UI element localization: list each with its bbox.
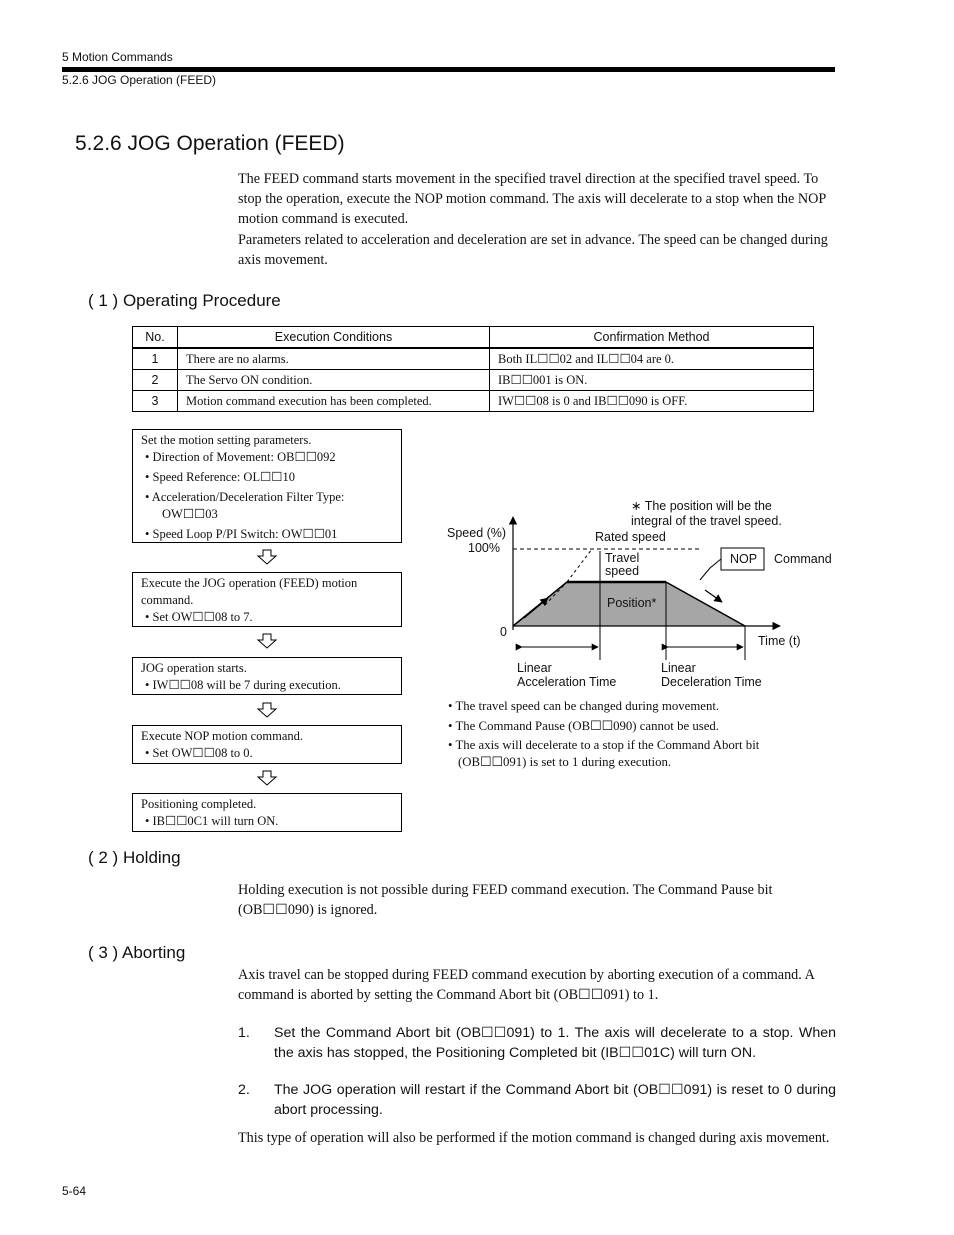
command-label: Command [774,552,832,566]
note-item: • The travel speed can be changed during movement. [448,699,720,713]
table-header: No. [133,327,178,349]
flow-box-title: Execute NOP motion command. [141,729,304,743]
holding-paragraph: Holding execution is not possible during FEED command execution. The Command Pause bit (OB☐☐090) is ignored. [238,882,773,918]
table-cell: 1 [133,348,178,370]
note-item: (OB☐☐091) is set to 1 during execution. [458,754,672,769]
header-rule [62,67,835,72]
running-header-chapter: 5 Motion Commands [62,50,173,64]
flow-item: • Speed Reference: OL☐☐10 [145,470,295,484]
flow-box-execute-nop [132,725,402,764]
diagram-notes [448,697,808,772]
flow-box-title: Execute the JOG operation (FEED) motion command. [141,576,358,607]
flow-item: • Set OW☐☐08 to 7. [145,610,253,624]
section-heading-operating-procedure: ( 1 ) Operating Procedure [88,291,281,310]
origin-label: 0 [500,625,507,639]
table-cell: Motion command execution has been completed. [178,391,490,412]
table-cell: IW☐☐08 is 0 and IB☐☐090 is OFF. [490,391,814,412]
table-row [133,370,814,391]
step-text: The JOG operation will restart if the Command Abort bit (OB☐☐091) is reset to 0 during abort processing. [274,1082,836,1118]
flow-item: • Direction of Movement: OB☐☐092 [145,450,336,464]
down-arrow-icon [257,633,277,649]
flow-item: • IW☐☐08 will be 7 during execution. [145,678,341,692]
table-cell: Both IL☐☐02 and IL☐☐04 are 0. [490,348,814,370]
table-header: Execution Conditions [178,327,490,349]
page-number: 5-64 [62,1184,87,1198]
time-axis-label: Time (t) [758,634,801,648]
table-row [133,348,814,370]
flow-box-title: Positioning completed. [141,797,257,811]
table-cell: IB☐☐001 is ON. [490,370,814,391]
table-row [133,391,814,412]
down-arrow-icon [257,702,277,718]
section-heading-aborting: ( 3 ) Aborting [88,943,186,962]
flow-item: • IB☐☐0C1 will turn ON. [145,814,279,828]
diagram-note: ∗ The position will be the [631,499,772,513]
accel-time-label: Acceleration Time [517,675,617,689]
closing-paragraph: This type of operation will also be performed if the motion command is changed during axis movement. [238,1130,830,1146]
abort-step [238,1080,836,1120]
table-cell: There are no alarms. [178,348,490,370]
nop-pointer [700,559,721,580]
table-cell: The Servo ON condition. [178,370,490,391]
note-item: • The axis will decelerate to a stop if the Command Abort bit [448,738,760,752]
aborting-paragraph: Axis travel can be stopped during FEED command execution by aborting execution of a command. A command is aborted by setting the Command Abort bit (OB☐☐091) to 1. [238,967,815,1003]
intro-paragraph-1: The FEED command starts movement in the specified travel direction at the specified travel speed. To stop the operation, execute the NOP motion command. The axis will decelerate to a stop when the NOP motion command is executed. [238,171,826,227]
diagram-note: integral of the travel speed. [631,514,782,528]
running-header-section: 5.2.6 JOG Operation (FEED) [62,73,217,87]
nop-label: NOP [730,552,758,566]
rated-speed-label: Rated speed [595,530,666,544]
flow-item: • Speed Loop P/PI Switch: OW☐☐01 [145,527,338,541]
decel-time-label: Linear [661,661,696,675]
accel-time-label: Linear [517,661,552,675]
flow-box-title: JOG operation starts. [141,661,247,675]
travel-speed-label: speed [605,564,640,578]
flow-box-execute-jog [132,572,402,627]
flow-item: OW☐☐03 [162,507,218,521]
step-text: Set the Command Abort bit (OB☐☐091) to 1. The axis will decelerate to a stop. When the axis has stopped, the Positioning Completed bit (IB☐☐01C) will turn ON. [274,1025,836,1061]
table-header-row [133,327,814,349]
down-arrow-icon [257,549,277,565]
conditions-table [132,326,814,412]
abort-step [238,1023,836,1063]
flow-box-title: Set the motion setting parameters. [141,433,312,447]
decel-time-label: Deceleration Time [661,675,762,689]
table-cell: 3 [133,391,178,412]
decel-slope-arrow [705,590,722,602]
travel-speed-label: Travel [605,551,640,565]
flow-box-positioning-completed [132,793,402,832]
step-number: 2. [238,1082,250,1098]
y-axis-max-label: 100% [468,541,500,555]
down-arrow-icon [257,770,277,786]
flow-item: • Set OW☐☐08 to 0. [145,746,253,760]
flow-box-set-parameters [132,429,402,543]
section-heading-holding: ( 2 ) Holding [88,848,181,867]
note-item: • The Command Pause (OB☐☐090) cannot be used. [448,718,719,733]
y-axis-label: Speed (%) [447,526,507,540]
step-number: 1. [238,1025,250,1041]
flow-item: • Acceleration/Deceleration Filter Type: [145,490,345,504]
table-header: Confirmation Method [490,327,814,349]
intro-paragraph-2: Parameters related to acceleration and deceleration are set in advance. The speed can be changed during axis movement. [238,232,828,268]
speed-profile-diagram [430,490,832,695]
page-title: 5.2.6 JOG Operation (FEED) [75,132,345,155]
flow-box-jog-starts [132,657,402,695]
table-cell: 2 [133,370,178,391]
accel-dash-upper [567,549,592,582]
position-label: Position* [607,596,657,610]
